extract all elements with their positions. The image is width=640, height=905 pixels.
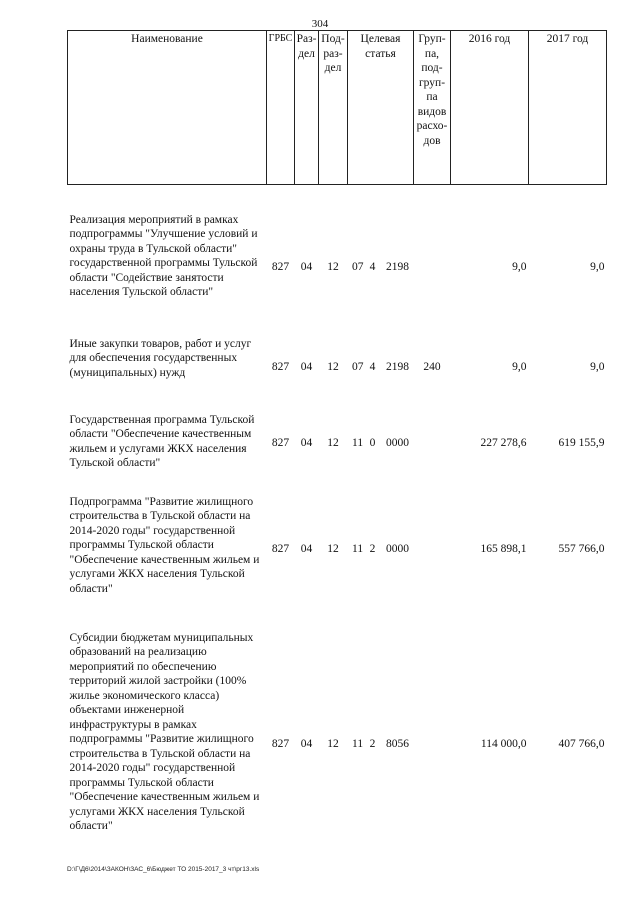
footer-file-path: D:\Г\Д6\2014\ЗАКОН\ЗАС_6\Бюджет ТО 2015-2017_3 чт\рг13.xls <box>67 866 260 873</box>
budget-table <box>67 30 607 859</box>
row-name: Субсидии бюджетам муниципальных образований на реализацию мероприятий по обеспечению территорий жилой застройки (100% жилье экономического класса) объектами инженерной инфраструктуры в рамках подпрограммы "Развитие жилищного строительства в Тульской области на 2014-2020 годы" государственной программы Тульской области "Обеспечение качественным жильем и услугами ЖКХ населения Тульской области" <box>69 631 260 832</box>
header-grbs: ГРБС <box>267 31 295 185</box>
row-target-article <box>348 631 414 859</box>
target-subprogram: 4 <box>369 261 376 274</box>
row-razdel: 04 <box>300 437 313 450</box>
target-direction: 2198 <box>386 261 409 274</box>
header-podrazdel: Под- раз- дел <box>319 31 348 185</box>
row-podrazdel: 12 <box>327 437 339 450</box>
row-2017: 407 766,0 <box>558 738 605 751</box>
row-grbs: 827 <box>271 361 290 374</box>
target-program: 11 <box>352 543 364 556</box>
row-name: Подпрограмма "Развитие жилищного строительства в Тульской области на 2014-2020 годы" государственной программы Тульской области "Обеспечение качественным жильем и услугами ЖКХ населения Тульской области" <box>69 495 260 595</box>
target-direction: 2198 <box>386 361 409 374</box>
header-2017: 2017 год <box>529 31 607 185</box>
target-subprogram: 0 <box>369 437 376 450</box>
row-grbs: 827 <box>271 543 290 556</box>
target-subprogram: 2 <box>369 738 376 751</box>
header-target-article: Целевая статья <box>348 31 414 185</box>
row-podrazdel: 12 <box>327 738 339 751</box>
row-razdel: 04 <box>300 738 313 751</box>
row-podrazdel: 12 <box>327 543 339 556</box>
row-expense-group: 240 <box>423 361 441 374</box>
row-grbs: 827 <box>271 437 290 450</box>
header-name: Наименование <box>68 31 267 185</box>
row-grbs: 827 <box>271 738 290 751</box>
row-2016: 114 000,0 <box>480 738 527 751</box>
row-2017: 9,0 <box>590 261 605 274</box>
row-2017: 9,0 <box>590 361 605 374</box>
header-razdel: Раз- дел <box>295 31 319 185</box>
row-razdel: 04 <box>300 361 313 374</box>
row-2016: 227 278,6 <box>480 437 527 450</box>
target-direction: 0000 <box>386 437 409 450</box>
row-expense-group <box>414 631 451 859</box>
page-number: 304 <box>311 18 329 30</box>
target-program: 11 <box>352 738 364 751</box>
table-row <box>68 337 607 399</box>
row-expense-group <box>414 213 451 323</box>
table-header-row <box>68 31 607 185</box>
target-program: 11 <box>352 437 364 450</box>
row-name: Иные закупки товаров, работ и услуг для обеспечения государственных (муниципальных) нужд <box>69 337 252 379</box>
target-program: 07 <box>352 361 364 374</box>
target-direction: 8056 <box>386 738 409 751</box>
row-name: Реализация мероприятий в рамках подпрограммы "Улучшение условий и охраны труда в Тульской области" государственной программы Тульской области "Содействие занятости населения Тульской области" <box>69 213 258 298</box>
row-podrazdel: 12 <box>327 261 339 274</box>
row-grbs: 827 <box>271 261 290 274</box>
row-2017: 619 155,9 <box>558 437 605 450</box>
row-target-article <box>348 495 414 605</box>
table-row <box>68 413 607 475</box>
row-podrazdel: 12 <box>327 361 339 374</box>
row-2016: 9,0 <box>512 361 527 374</box>
table-row <box>68 631 607 859</box>
target-program: 07 <box>352 261 364 274</box>
target-subprogram: 2 <box>369 543 376 556</box>
table-row <box>68 213 607 323</box>
header-expense-group: Груп- па, под- груп- па видов расхо- дов <box>414 31 451 185</box>
row-expense-group <box>414 413 451 475</box>
row-razdel: 04 <box>300 543 313 556</box>
row-target-article <box>348 413 414 475</box>
row-name: Государственная программа Тульской области "Обеспечение качественным жильем и услугами ЖКХ населения Тульской области" <box>69 413 255 469</box>
row-2016: 9,0 <box>512 261 527 274</box>
row-expense-group <box>414 495 451 605</box>
row-target-article <box>348 213 414 323</box>
target-direction: 0000 <box>386 543 409 556</box>
row-2016: 165 898,1 <box>480 543 527 556</box>
header-2016: 2016 год <box>451 31 529 185</box>
row-razdel: 04 <box>300 261 313 274</box>
row-target-article <box>348 337 414 399</box>
table-row <box>68 495 607 605</box>
row-2017: 557 766,0 <box>558 543 605 556</box>
target-subprogram: 4 <box>369 361 376 374</box>
